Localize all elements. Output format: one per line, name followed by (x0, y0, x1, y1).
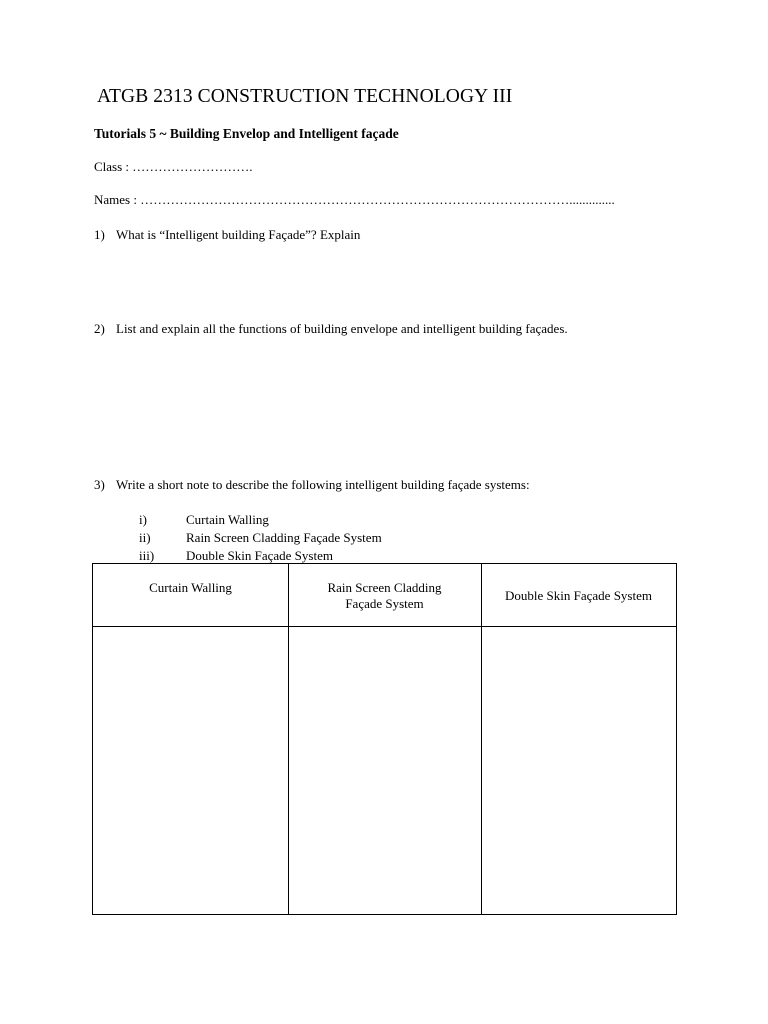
question-2-number: 2) (94, 321, 105, 336)
sub-item-3-number: iii) (139, 548, 155, 563)
sub-item-1-label: Curtain Walling (186, 512, 269, 527)
table-header-rain-screen (288, 564, 481, 626)
table-header-divider (93, 626, 676, 627)
class-field-line: Class : ………………………. (94, 159, 253, 174)
sub-item-2-number: ii) (139, 530, 151, 545)
table-header-line: Double Skin Façade System (505, 588, 652, 603)
table-header-line: Rain Screen Cladding (327, 580, 442, 595)
table-header-curtain-walling (93, 564, 288, 626)
question-1-number: 1) (94, 227, 105, 242)
table-header-line: Façade System (345, 596, 424, 611)
sub-item-2-label: Rain Screen Cladding Façade System (186, 530, 382, 545)
answer-table (92, 563, 677, 915)
sub-item-1-number: i) (139, 512, 147, 527)
document-title: ATGB 2313 CONSTRUCTION TECHNOLOGY III (97, 86, 513, 107)
table-header-line: Curtain Walling (149, 580, 232, 595)
table-header-double-skin (481, 564, 676, 626)
question-2-text: List and explain all the functions of building envelope and intelligent building façades. (116, 321, 568, 336)
sub-item-3-label: Double Skin Façade System (186, 548, 333, 563)
question-3-number: 3) (94, 477, 105, 492)
document-subtitle: Tutorials 5 ~ Building Envelop and Intelligent façade (94, 126, 399, 141)
question-3-text: Write a short note to describe the following intelligent building façade systems: (116, 477, 530, 492)
question-1-text: What is “Intelligent building Façade”? Explain (116, 227, 361, 242)
names-field-line: Names : ……………………………………………………………………………………….............. (94, 192, 615, 207)
